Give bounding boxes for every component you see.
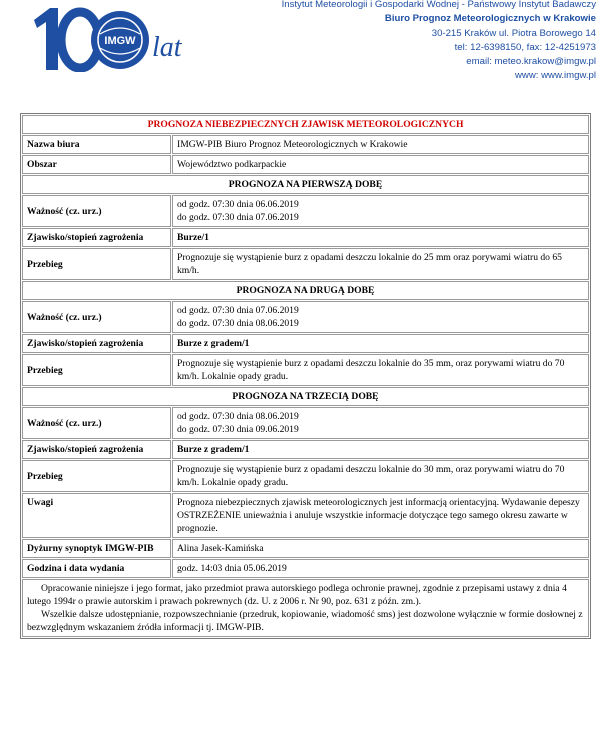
institution-name: Instytut Meteorologii i Gospodarki Wodnej - Państwowy Instytut Badawczy	[281, 0, 596, 10]
table-row	[22, 407, 589, 439]
table-row	[22, 301, 589, 333]
day3-validity-label: Ważność (cz. urz.)	[22, 407, 171, 439]
table-row	[22, 539, 589, 558]
forecast-table	[20, 113, 591, 639]
day3-heading: PROGNOZA NA TRZECIĄ DOBĘ	[22, 387, 589, 406]
day1-course-label: Przebieg	[22, 248, 171, 280]
copyright-footer	[22, 579, 589, 637]
table-row	[22, 195, 589, 227]
day2-heading: PROGNOZA NA DRUGĄ DOBĘ	[22, 281, 589, 300]
copyright-paragraph-2: Wszelkie dalsze udostępnianie, rozpowszechnianie (przedruk, kopiowanie, wiadomość sms) jest dozwolone wyłącznie w formie dosłownej z bezwzględnym wskazaniem źródła informacji tj. IMGW-PIB.	[27, 609, 583, 633]
day3-phenomenon-label: Zjawisko/stopień zagrożenia	[22, 440, 171, 459]
day1-validity-value	[172, 195, 589, 227]
day3-validity-to: do godz. 07:30 dnia 09.06.2019	[177, 424, 299, 435]
office-phone: tel: 12-6398150, fax: 12-4251973	[454, 41, 596, 53]
issued-value: godz. 14:03 dnia 05.06.2019	[172, 559, 589, 578]
day3-phenomenon-value: Burze z gradem/1	[172, 440, 589, 459]
svg-text:lat: lat	[152, 32, 182, 63]
day3-validity-from: od godz. 07:30 dnia 08.06.2019	[177, 411, 299, 422]
day2-validity-value	[172, 301, 589, 333]
table-row	[22, 354, 589, 386]
issued-label: Godzina i data wydania	[22, 559, 171, 578]
day1-heading: PROGNOZA NA PIERWSZĄ DOBĘ	[22, 175, 589, 194]
synoptic-value: Alina Jasek-Kamińska	[172, 539, 589, 558]
table-row	[22, 460, 589, 492]
day1-phenomenon-value: Burze/1	[172, 228, 589, 247]
day1-phenomenon-label: Zjawisko/stopień zagrożenia	[22, 228, 171, 247]
table-row	[22, 440, 589, 459]
imgw-100-lat-logo	[28, 4, 208, 72]
day3-course-label: Przebieg	[22, 460, 171, 492]
table-row	[22, 248, 589, 280]
copyright-paragraph-1: Opracowanie niniejsze i jego format, jako przedmiot prawa autorskiego podlega ochronie prawnej, zgodnie z przepisami ustawy z dnia 4 lutego 1994r o prawie autorskim i prawach pokrewnych (dz. U. z 2006 r. Nr 90, poz. 631 z późn. zm.).	[27, 583, 567, 607]
day2-validity-to: do godz. 07:30 dnia 08.06.2019	[177, 318, 299, 329]
office-label: Nazwa biura	[22, 135, 171, 154]
notes-value: Prognoza niebezpiecznych zjawisk meteorologicznych jest informacją orientacyjną. Wydawanie depeszy OSTRZEŻENIE unieważnia i anuluje wszystkie informacje dotyczące tego samego okresu zawarte w prognozie.	[172, 493, 589, 538]
table-row	[22, 559, 589, 578]
table-row	[22, 334, 589, 353]
day2-phenomenon-label: Zjawisko/stopień zagrożenia	[22, 334, 171, 353]
office-value: IMGW-PIB Biuro Prognoz Meteorologicznych w Krakowie	[172, 135, 589, 154]
area-value: Województwo podkarpackie	[172, 155, 589, 174]
institution-info	[196, 0, 596, 84]
day2-phenomenon-value: Burze z gradem/1	[172, 334, 589, 353]
document-title: PROGNOZA NIEBEZPIECZNYCH ZJAWISK METEOROLOGICZNYCH	[22, 115, 589, 134]
office-email[interactable]: email: meteo.krakow@imgw.pl	[466, 56, 596, 68]
day2-validity-from: od godz. 07:30 dnia 07.06.2019	[177, 305, 299, 316]
office-name: Biuro Prognoz Meteorologicznych w Krakowie	[384, 13, 596, 25]
day2-course-label: Przebieg	[22, 354, 171, 386]
table-row	[22, 135, 589, 154]
day1-course-value: Prognozuje się wystąpienie burz z opadami deszczu lokalnie do 25 mm oraz porywami wiatru do 65 km/h.	[172, 248, 589, 280]
office-website[interactable]: www: www.imgw.pl	[514, 70, 596, 82]
day2-course-value: Prognozuje się wystąpienie burz z opadami deszczu lokalnie do 35 mm, oraz porywami wiatru do 70 km/h. Lokalnie opady gradu.	[172, 354, 589, 386]
day1-validity-label: Ważność (cz. urz.)	[22, 195, 171, 227]
svg-text:IMGW: IMGW	[104, 35, 136, 47]
table-row	[22, 493, 589, 538]
office-address: 30-215 Kraków ul. Piotra Borowego 14	[431, 27, 596, 39]
day3-course-value: Prognozuje się wystąpienie burz z opadami deszczu lokalnie do 30 mm, oraz porywami wiatru do 70 km/h. Lokalnie opady gradu.	[172, 460, 589, 492]
table-row	[22, 155, 589, 174]
synoptic-label: Dyżurny synoptyk IMGW-PIB	[22, 539, 171, 558]
area-label: Obszar	[22, 155, 171, 174]
day1-validity-to: do godz. 07:30 dnia 07.06.2019	[177, 212, 299, 223]
day1-validity-from: od godz. 07:30 dnia 06.06.2019	[177, 199, 299, 210]
notes-label: Uwagi	[22, 493, 171, 538]
table-row	[22, 228, 589, 247]
day2-validity-label: Ważność (cz. urz.)	[22, 301, 171, 333]
day3-validity-value	[172, 407, 589, 439]
